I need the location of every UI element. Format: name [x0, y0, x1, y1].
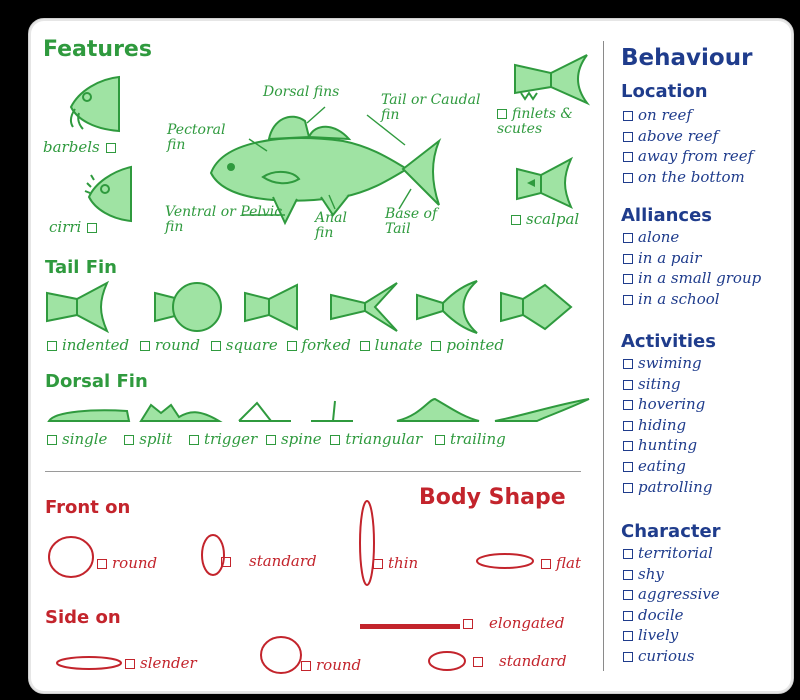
character-list: [623, 543, 720, 667]
activity-checkbox[interactable]: [623, 483, 633, 493]
character-item[interactable]: [623, 584, 720, 605]
character-label: aggressive: [638, 585, 720, 604]
behaviour-heading: Behaviour: [621, 45, 753, 71]
character-label: territorial: [638, 544, 713, 562]
dorsal-single-checkbox[interactable]: [47, 435, 57, 445]
activity-label: siting: [638, 374, 681, 393]
location-item[interactable]: [623, 126, 753, 147]
front-round-icon: [49, 537, 93, 577]
label-base-of-tail: Base of Tail: [385, 206, 438, 237]
dorsal-spine-icon: [311, 401, 353, 421]
dorsal-single-label: single: [62, 430, 108, 448]
alliance-item[interactable]: [623, 268, 761, 289]
dorsal-split-icon: [141, 405, 219, 421]
character-item[interactable]: [623, 543, 720, 564]
dorsal-fin-option-list: [47, 431, 506, 448]
dorsal-single-icon: [49, 410, 129, 421]
character-checkbox[interactable]: [623, 611, 633, 621]
side-elongated-label: elongated: [489, 614, 565, 632]
character-checkbox[interactable]: [623, 549, 633, 559]
dorsal-option-triangular[interactable]: [330, 430, 422, 448]
front-standard-checkbox[interactable]: [221, 557, 231, 567]
front-option-flat[interactable]: [541, 555, 581, 572]
activity-label: hiding: [638, 415, 687, 434]
tail-option-square[interactable]: [211, 336, 278, 354]
tail-fin-shapes: [45, 277, 593, 333]
dorsal-option-single[interactable]: [47, 430, 107, 448]
tail-option-forked[interactable]: [287, 336, 351, 354]
location-label: above reef: [638, 126, 719, 145]
alliances-heading: Alliances: [621, 205, 712, 226]
side-slender-label: slender: [140, 654, 197, 672]
alliance-checkbox[interactable]: [623, 274, 633, 284]
activity-checkbox[interactable]: [623, 380, 633, 390]
body-shape-heading: Body Shape: [419, 485, 566, 510]
front-option-round[interactable]: [97, 555, 157, 572]
location-item[interactable]: [623, 105, 753, 126]
front-on-shapes: [45, 499, 585, 599]
location-heading: Location: [621, 81, 708, 102]
location-item[interactable]: [623, 167, 753, 188]
scalpal-checkbox[interactable]: [511, 215, 521, 225]
dorsal-split-checkbox[interactable]: [124, 435, 134, 445]
tail-pointed-checkbox[interactable]: [431, 341, 441, 351]
front-option-thin[interactable]: [373, 555, 418, 572]
tail-round-checkbox[interactable]: [140, 341, 150, 351]
finlets-option[interactable]: [497, 107, 587, 137]
section-divider: [45, 471, 581, 472]
side-standard-checkbox[interactable]: [473, 657, 483, 667]
front-thin-icon: [360, 501, 374, 585]
alliance-checkbox[interactable]: [623, 295, 633, 305]
side-option-elongated[interactable]: [463, 615, 564, 632]
activity-item[interactable]: [623, 415, 712, 436]
side-standard-label: standard: [499, 652, 567, 670]
front-flat-label: flat: [556, 554, 581, 572]
front-standard-label: standard: [249, 552, 317, 570]
front-round-checkbox[interactable]: [97, 559, 107, 569]
column-divider: [603, 41, 604, 671]
side-slender-checkbox[interactable]: [125, 659, 135, 669]
dorsal-trigger-icon: [239, 403, 291, 421]
tail-lunate-label: lunate: [374, 336, 423, 354]
label-pectoral-fin: Pectoral fin: [167, 122, 226, 153]
location-checkbox[interactable]: [623, 132, 633, 142]
side-slender-icon: [57, 657, 121, 669]
tail-indented-checkbox[interactable]: [47, 341, 57, 351]
activity-checkbox[interactable]: [623, 441, 633, 451]
dorsal-option-trigger[interactable]: [189, 430, 257, 448]
tail-indented-label: indented: [62, 336, 130, 354]
tail-square-label: square: [225, 336, 278, 354]
side-elongated-icon: [361, 625, 459, 628]
location-checkbox[interactable]: [623, 173, 633, 183]
activity-label: swiming: [638, 354, 702, 372]
alliance-item[interactable]: [623, 289, 761, 310]
front-round-label: round: [112, 554, 158, 572]
tail-fin-option-list: [47, 337, 504, 354]
tail-option-round[interactable]: [140, 336, 200, 354]
character-label: shy: [638, 564, 664, 583]
tail-option-indented[interactable]: [47, 336, 129, 354]
alliance-item[interactable]: [623, 248, 761, 269]
character-label: lively: [638, 626, 679, 645]
tail-square-checkbox[interactable]: [211, 341, 221, 351]
tail-forked-checkbox[interactable]: [287, 341, 297, 351]
side-round-icon: [261, 637, 301, 673]
location-label: on reef: [638, 106, 692, 124]
activity-label: hunting: [638, 436, 698, 455]
dorsal-trigger-label: trigger: [203, 430, 258, 448]
alliance-item[interactable]: [623, 227, 761, 248]
front-flat-checkbox[interactable]: [541, 559, 551, 569]
character-item[interactable]: [623, 625, 720, 646]
tail-indented-icon: [47, 283, 107, 331]
character-item[interactable]: [623, 605, 720, 626]
scalpal-tail-icon: [515, 155, 575, 211]
location-checkbox[interactable]: [623, 111, 633, 121]
activity-item[interactable]: [623, 374, 712, 395]
scalpal-option[interactable]: [511, 211, 579, 228]
activity-item[interactable]: [623, 477, 712, 498]
activity-checkbox[interactable]: [623, 421, 633, 431]
location-checkbox[interactable]: [623, 152, 633, 162]
character-heading: Character: [621, 521, 721, 542]
cirri-label: cirri: [49, 218, 82, 236]
side-round-label: round: [316, 656, 362, 674]
activity-item[interactable]: [623, 353, 712, 374]
front-thin-label: thin: [388, 554, 419, 572]
activities-list: [623, 353, 712, 497]
side-elongated-checkbox[interactable]: [463, 619, 473, 629]
front-option-standard[interactable]: [221, 553, 317, 570]
features-heading: Features: [43, 37, 152, 62]
alliance-label: in a pair: [638, 248, 702, 267]
tail-option-pointed[interactable]: [431, 336, 504, 354]
activities-heading: Activities: [621, 331, 716, 352]
activity-item[interactable]: [623, 456, 712, 477]
anatomy-leader-lines: [29, 19, 589, 259]
dorsal-option-split[interactable]: [124, 430, 172, 448]
activity-checkbox[interactable]: [623, 359, 633, 369]
dorsal-triangular-label: triangular: [345, 430, 423, 448]
dorsal-triangular-checkbox[interactable]: [330, 435, 340, 445]
location-item[interactable]: [623, 146, 753, 167]
alliance-label: in a school: [638, 289, 720, 308]
side-on-label: Side on: [45, 607, 121, 628]
side-round-checkbox[interactable]: [301, 661, 311, 671]
dorsal-fin-heading: Dorsal Fin: [45, 371, 148, 392]
activity-item[interactable]: [623, 435, 712, 456]
activity-label: eating: [638, 456, 686, 475]
location-label: away from reef: [638, 147, 754, 166]
label-anal-fin: Anal fin: [315, 210, 347, 241]
dorsal-spine-checkbox[interactable]: [266, 435, 276, 445]
side-option-standard[interactable]: [473, 653, 567, 670]
finlets-checkbox[interactable]: [497, 109, 507, 119]
front-thin-checkbox[interactable]: [373, 559, 383, 569]
dorsal-split-label: split: [139, 430, 173, 448]
side-option-round[interactable]: [301, 657, 361, 674]
character-checkbox[interactable]: [623, 652, 633, 662]
tail-forked-label: forked: [301, 336, 351, 354]
activity-label: patrolling: [638, 477, 713, 496]
dorsal-triangular-icon: [397, 399, 479, 421]
character-item[interactable]: [623, 564, 720, 585]
alliance-checkbox[interactable]: [623, 254, 633, 264]
tail-round-icon: [155, 283, 221, 331]
activity-label: hovering: [638, 395, 706, 414]
location-list: [623, 105, 753, 187]
fish-id-card: [28, 18, 794, 694]
dorsal-trailing-checkbox[interactable]: [435, 435, 445, 445]
character-label: curious: [638, 646, 695, 665]
dorsal-option-spine[interactable]: [266, 430, 322, 448]
finlets-label: finlets & scutes: [497, 106, 573, 137]
side-standard-icon: [429, 652, 465, 670]
tail-lunate-checkbox[interactable]: [360, 341, 370, 351]
label-tail-fin: Tail or Caudal fin: [381, 92, 481, 123]
tail-fin-heading: Tail Fin: [45, 257, 117, 278]
tail-forked-icon: [331, 283, 397, 331]
dorsal-trailing-icon: [495, 399, 589, 421]
dorsal-spine-label: spine: [280, 430, 322, 448]
dorsal-trigger-checkbox[interactable]: [189, 435, 199, 445]
tail-option-lunate[interactable]: [360, 336, 423, 354]
tail-lunate-icon: [417, 281, 477, 333]
label-dorsal-fins: Dorsal fins: [263, 84, 340, 100]
location-label: on the bottom: [638, 167, 745, 186]
tail-square-icon: [245, 285, 297, 329]
scalpal-label: scalpal: [526, 210, 580, 228]
tail-pointed-label: pointed: [446, 336, 504, 354]
dorsal-fin-shapes: [45, 397, 595, 427]
finlets-tail-icon: [511, 53, 591, 105]
barbels-label: barbels: [43, 138, 100, 156]
alliance-label: alone: [638, 228, 680, 246]
character-item[interactable]: [623, 646, 720, 667]
character-checkbox[interactable]: [623, 570, 633, 580]
label-ventral-fin: Ventral or Pelvic fin: [165, 204, 283, 235]
character-checkbox[interactable]: [623, 590, 633, 600]
alliances-list: [623, 227, 761, 309]
activity-checkbox[interactable]: [623, 400, 633, 410]
tail-pointed-icon: [501, 285, 571, 329]
activity-checkbox[interactable]: [623, 462, 633, 472]
tail-round-label: round: [154, 336, 201, 354]
dorsal-option-trailing[interactable]: [435, 430, 506, 448]
dorsal-trailing-label: trailing: [449, 430, 506, 448]
character-label: docile: [638, 605, 684, 624]
front-on-label: Front on: [45, 497, 131, 518]
alliance-checkbox[interactable]: [623, 233, 633, 243]
alliance-label: in a small group: [638, 269, 762, 288]
front-flat-icon: [477, 554, 533, 568]
activity-item[interactable]: [623, 394, 712, 415]
character-checkbox[interactable]: [623, 631, 633, 641]
side-option-slender[interactable]: [125, 655, 197, 672]
